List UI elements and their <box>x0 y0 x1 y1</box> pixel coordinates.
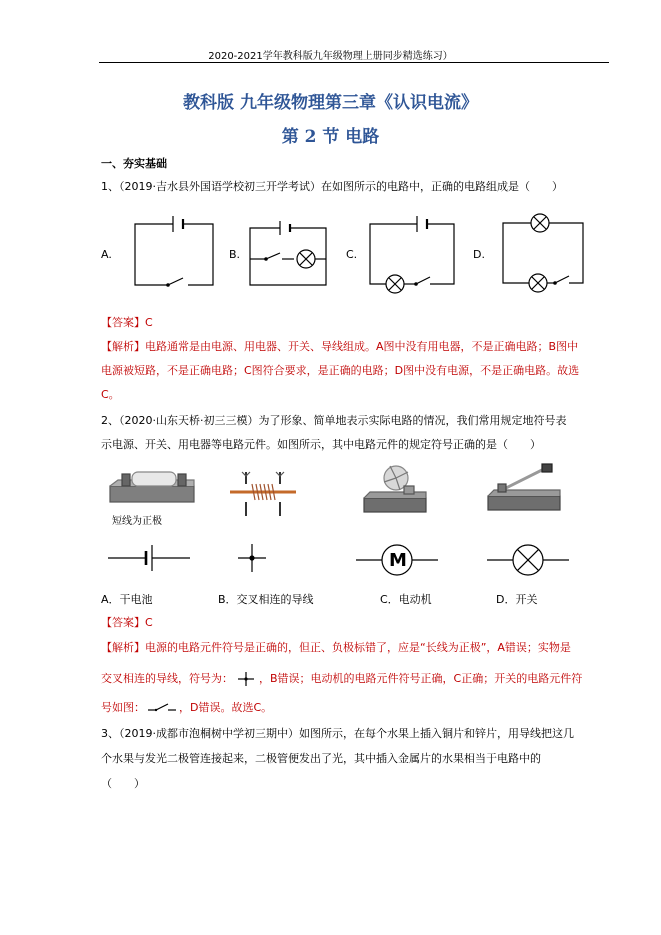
q1-analysis-line-1: 【解析】电路通常是由电源、用电器、开关、导线组成。A图中没有用电器，不是正确电路；B图中 <box>101 340 579 353</box>
q2-option-c: C．电动机 <box>380 593 432 606</box>
q1-option-b: B. <box>229 248 241 261</box>
page-header: 2020-2021学年教科版九年级物理上册同步精选练习） <box>208 51 453 62</box>
battery-symbol <box>106 540 192 576</box>
q2-analysis-part-3: 号如图： <box>101 701 145 714</box>
q1-analysis-line-2: 电源被短路，不是正确电路；C图符合要求，是正确的电路；D图中没有电源，不是正确电路。故选 <box>101 364 580 377</box>
switch-lever <box>168 278 183 285</box>
answer-label: 【答案】 <box>101 616 145 629</box>
circuit-diagram-c <box>362 212 462 294</box>
q1-answer <box>101 316 153 330</box>
q2-stem-line-2: 示电源、开关、用电器等电路元件。如图所示，其中电路元件的规定符号正确的是（ ） <box>101 438 541 451</box>
motor-photo <box>360 460 430 520</box>
q1-stem: 1、（2019·吉水县外国语学校初三开学考试）在如图所示的电路中，正确的电路组成是（ ） <box>101 180 563 193</box>
q3-stem-line-3: （ ） <box>101 777 145 790</box>
circuit-diagram-b <box>238 218 338 292</box>
q2-answer <box>101 616 153 630</box>
q1-option-a: A. <box>101 248 112 261</box>
knife-switch-photo <box>484 462 564 518</box>
battery-holder-photo <box>104 470 200 510</box>
motor-letter: M <box>389 550 407 571</box>
q2-option-d: D．开关 <box>496 593 538 606</box>
q1-option-c: C. <box>346 248 358 261</box>
q1-option-d: D. <box>473 248 485 261</box>
answer-value: C <box>145 316 153 329</box>
document-title: 教科版 九年级物理第三章《认识电流》 <box>183 93 478 113</box>
crossed-wires-photo <box>228 470 298 520</box>
answer-label: 【答案】 <box>101 316 145 329</box>
q2-analysis-line-2 <box>101 671 582 687</box>
section-title: 第 2 节 电路 <box>281 127 380 147</box>
q2-option-a: A．干电池 <box>101 593 153 606</box>
q2-analysis-part-2: ，B错误；电动机的电路元件符号正确，C正确；开关的电路元件符 <box>259 672 583 685</box>
inline-switch-symbol <box>147 701 177 715</box>
q2-option-b: B．交叉相连的导线 <box>218 593 314 606</box>
circuit-diagram-d <box>493 208 593 296</box>
q1-analysis-line-3: C。 <box>101 388 120 401</box>
q2-analysis-part-4: ，D错误。故选C。 <box>179 701 273 714</box>
q2-analysis-line-1: 【解析】电源的电路元件符号是正确的，但正、负极标错了，应是“长线为正极”，A错误；实物是 <box>101 641 571 654</box>
section-heading: 一、夯实基础 <box>101 157 167 170</box>
answer-value: C <box>145 616 153 629</box>
q2-stem-line-1: 2、（2020·山东天桥·初三三模）为了形象、简单地表示实际电路的情况，我们常用规定地符号表 <box>101 414 567 427</box>
q2-analysis-line-3 <box>101 701 272 715</box>
q2-analysis-part-1: 交叉相连的导线，符号为： <box>101 672 233 685</box>
crossed-wire-symbol <box>234 540 270 576</box>
header-rule <box>99 62 609 63</box>
q3-stem-line-2: 个水果与发光二极管连接起来，二极管便发出了光，其中插入金属片的水果相当于电路中的 <box>101 752 541 765</box>
switch-symbol-as-lamp <box>485 540 571 580</box>
inline-crossed-wire-symbol <box>236 671 256 687</box>
q3-stem-line-1: 3、（2019·成都市泡桐树中学初三期中）如图所示，在每个水果上插入铜片和锌片，用导线把这几 <box>101 727 574 740</box>
circuit-diagram-a <box>120 210 220 292</box>
photo-caption: 短线为正极 <box>112 516 162 527</box>
